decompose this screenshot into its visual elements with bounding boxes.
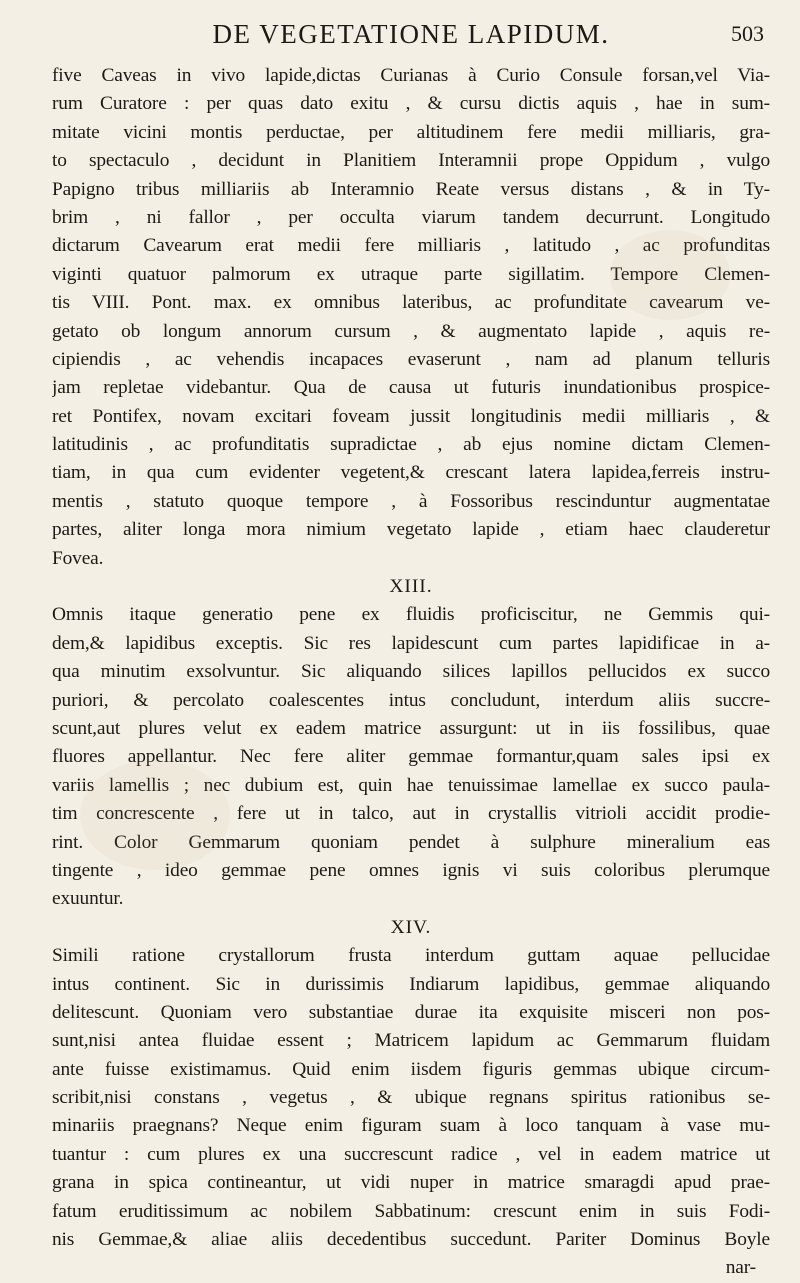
running-head-title: DE VEGETATIONE LAPIDUM.	[212, 19, 610, 49]
text-line: viginti quatuor palmorum ex utraque parte sigillatim. Tempore Clemen-	[52, 263, 770, 285]
text-line: partes, aliter longa mora nimium vegetato lapide , etiam haec clauderetur	[52, 519, 770, 541]
text-line: tim concrescente , fere ut in talco, aut in crystallis vitrioli accidit prodie-	[52, 803, 770, 825]
text-line: dictarum Cavearum erat medii fere milliaris , latitudo , ac profunditas	[52, 235, 770, 257]
text-line: rum Curatore : per quas dato exitu , & cursu dictis aquis , hae in sum-	[52, 93, 770, 115]
text-line: minariis praegnans? Neque enim figuram suam à loco tanquam à vase mu-	[52, 1115, 770, 1137]
text-line: ret Pontifex, novam excitari foveam jussit longitudinis medii milliaris , &	[52, 405, 770, 427]
text-line: Fovea.	[52, 547, 104, 569]
text-line: fluores appellantur. Nec fere aliter gemmae formantur,quam sales ipsi ex	[52, 746, 770, 768]
text-line: jam repletae videbantur. Qua de causa ut futuris inundationibus prospice-	[52, 377, 770, 399]
text-line: nis Gemmae,& aliae aliis decedentibus succedunt. Pariter Dominus Boyle	[52, 1229, 770, 1251]
text-line: rint. Color Gemmarum quoniam pendet à sulphure mineralium eas	[52, 831, 770, 853]
text-line: brim , ni fallor , per occulta viarum tandem decurrunt. Longitudo	[52, 206, 770, 228]
text-line: exuuntur.	[52, 888, 124, 910]
text-line: qua minutim exsolvuntur. Sic aliquando silices lapillos pellucidos ex succo	[52, 661, 770, 683]
text-line: intus continent. Sic in durissimis Indiarum lapidibus, gemmae aliquando	[52, 973, 770, 995]
text-line: delitescunt. Quoniam vero substantiae durae ita exquisite misceri non pos-	[52, 1001, 770, 1023]
text-line: mentis , statuto quoque tempore , à Fossoribus rescinduntur augmentatae	[52, 490, 770, 512]
text-line: scunt,aut plures velut ex eadem matrice assurgunt: ut in iis fossilibus, quae	[52, 717, 770, 739]
text-line: tingente , ideo gemmae pene omnes ignis vi suis coloribus plerumque	[52, 859, 770, 881]
text-line: sunt,nisi antea fluidae essent ; Matricem lapidum ac Gemmarum fluidam	[52, 1030, 770, 1052]
running-head	[52, 14, 770, 54]
text-line: tuantur : cum plures ex una succrescunt radice , vel in eadem matrice ut	[52, 1143, 770, 1165]
text-line: getato ob longum annorum cursum , & augmentato lapide , aquis re-	[52, 320, 770, 342]
text-line: variis lamellis ; nec dubium est, quin hae tenuissimae lamellae ex succo paula-	[52, 774, 770, 796]
page-number: 503	[731, 21, 764, 46]
text-line: ante fuisse existimamus. Quid enim iisdem figuris gemmas ubique circum-	[52, 1058, 770, 1080]
text-line: Omnis itaque generatio pene ex fluidis proficiscitur, ne Gemmis qui-	[52, 604, 770, 626]
text-line: latitudinis , ac profunditatis supradictae , ab ejus nomine dictam Clemen-	[52, 434, 770, 456]
text-line: to spectaculo , decidunt in Planitiem Interamnii prope Oppidum , vulgo	[52, 150, 770, 172]
text-line: grana in spica contineantur, ut vidi nuper in matrice smaragdi apud prae-	[52, 1172, 770, 1194]
text-line: cipiendis , ac vehendis incapaces evaserunt , nam ad planum telluris	[52, 348, 770, 370]
text-line: five Caveas in vivo lapide,dictas Curianas à Curio Consule forsan,vel Via-	[52, 65, 770, 86]
text-line: fatum eruditissimum ac nobilem Sabbatinum: crescunt enim in suis Fodi-	[52, 1200, 770, 1222]
text-line: tis VIII. Pont. max. ex omnibus lateribus, ac profunditate cavearum ve-	[52, 292, 770, 314]
text-line: tiam, in qua cum evidenter vegetent,& crescant latera lapidea,ferreis instru-	[52, 462, 770, 484]
text-line: dem,& lapidibus exceptis. Sic res lapidescunt cum partes lapidificae in a-	[52, 632, 770, 654]
section-heading: XIV.	[390, 916, 432, 938]
text-line: scribit,nisi constans , vegetus , & ubique regnans spiritus rationibus se-	[52, 1087, 770, 1109]
body-text	[52, 62, 770, 1283]
text-line: Papigno tribus milliariis ab Interamnio Reate versus distans , & in Ty-	[52, 178, 770, 200]
section-heading: XIII.	[389, 576, 433, 598]
text-line: mitate vicini montis perductae, per altitudinem fere medii milliaris, gra-	[52, 121, 770, 143]
text-line: Simili ratione crystallorum frusta interdum guttam aquae pellucidae	[52, 945, 770, 967]
catchword: nar-	[725, 1257, 756, 1279]
text-line: puriori, & percolato coalescentes intus concludunt, interdum aliis succre-	[52, 689, 770, 711]
